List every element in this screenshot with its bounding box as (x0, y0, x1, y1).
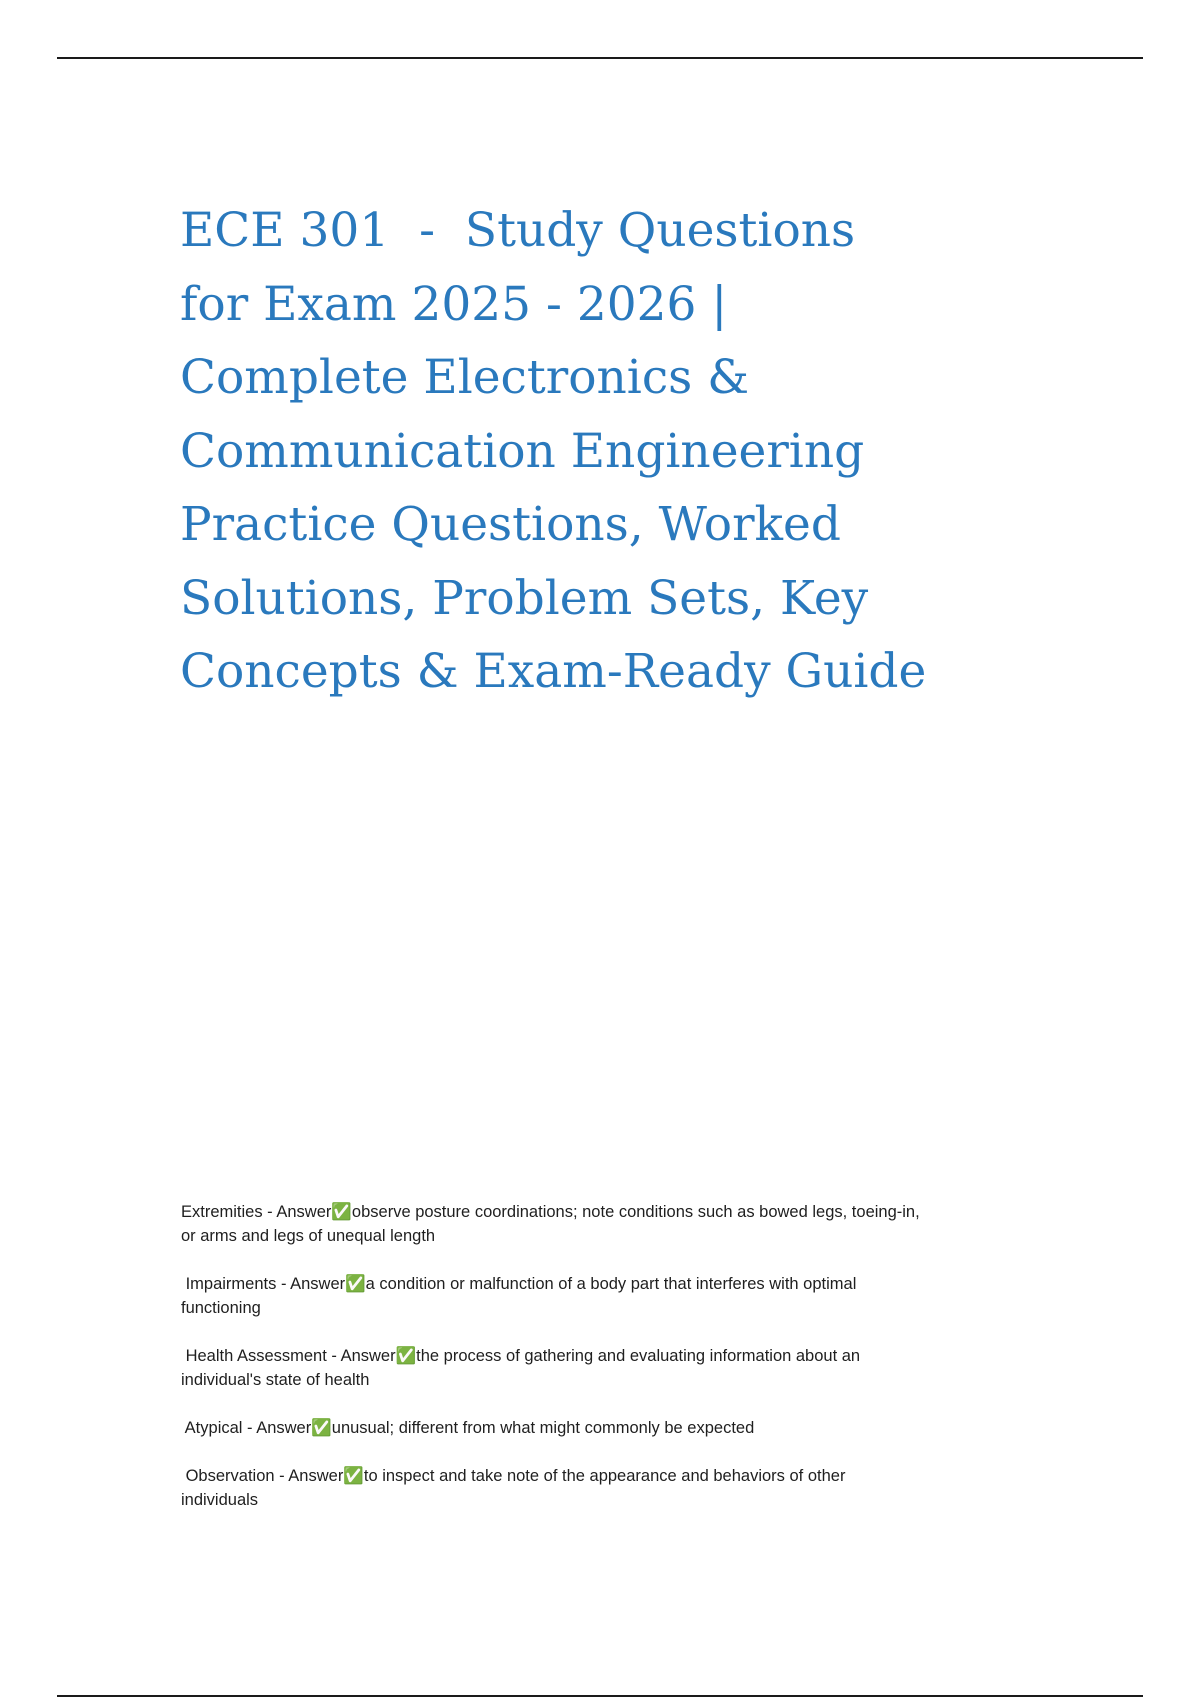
question-answer-list (181, 1200, 1031, 1536)
qa-item-health-assessment (181, 1344, 1031, 1392)
qa-text-line: functioning (181, 1299, 261, 1317)
title-line: Communication Engineering (180, 423, 865, 479)
title-line: Practice Questions, Worked (180, 497, 841, 552)
qa-text-line: Impairments - Answer✅a condition or malfunction of a body part that interferes with optimal (181, 1275, 857, 1293)
qa-text-line: Health Assessment - Answer✅the process of gathering and evaluating information about an (181, 1347, 861, 1365)
title-line: for Exam 2025 - 2026 | (180, 276, 728, 332)
document-title (180, 194, 1080, 709)
qa-item-impairments (181, 1272, 1031, 1320)
qa-text-line: individuals (181, 1491, 259, 1509)
qa-item-atypical (181, 1416, 1031, 1440)
title-line: Concepts & Exam-Ready Guide (180, 644, 927, 699)
qa-item-extremities (181, 1200, 1031, 1248)
qa-text-line: Observation - Answer✅to inspect and take note of the appearance and behaviors of other (181, 1467, 846, 1485)
title-line: Solutions, Problem Sets, Key (180, 570, 869, 626)
qa-text-line: or arms and legs of unequal length (181, 1227, 436, 1245)
qa-item-observation (181, 1464, 1031, 1512)
top-rule (57, 57, 1143, 59)
qa-text-line: Atypical - Answer✅unusual; different from what might commonly be expected (181, 1419, 755, 1437)
title-line: Complete Electronics & (180, 350, 750, 405)
bottom-rule (57, 1695, 1143, 1697)
qa-text-line: Extremities - Answer✅observe posture coordinations; note conditions such as bowed legs, toeing-in, (181, 1203, 920, 1221)
qa-text-line: individual's state of health (181, 1371, 370, 1389)
title-line: ECE 301 - Study Questions (180, 203, 856, 258)
